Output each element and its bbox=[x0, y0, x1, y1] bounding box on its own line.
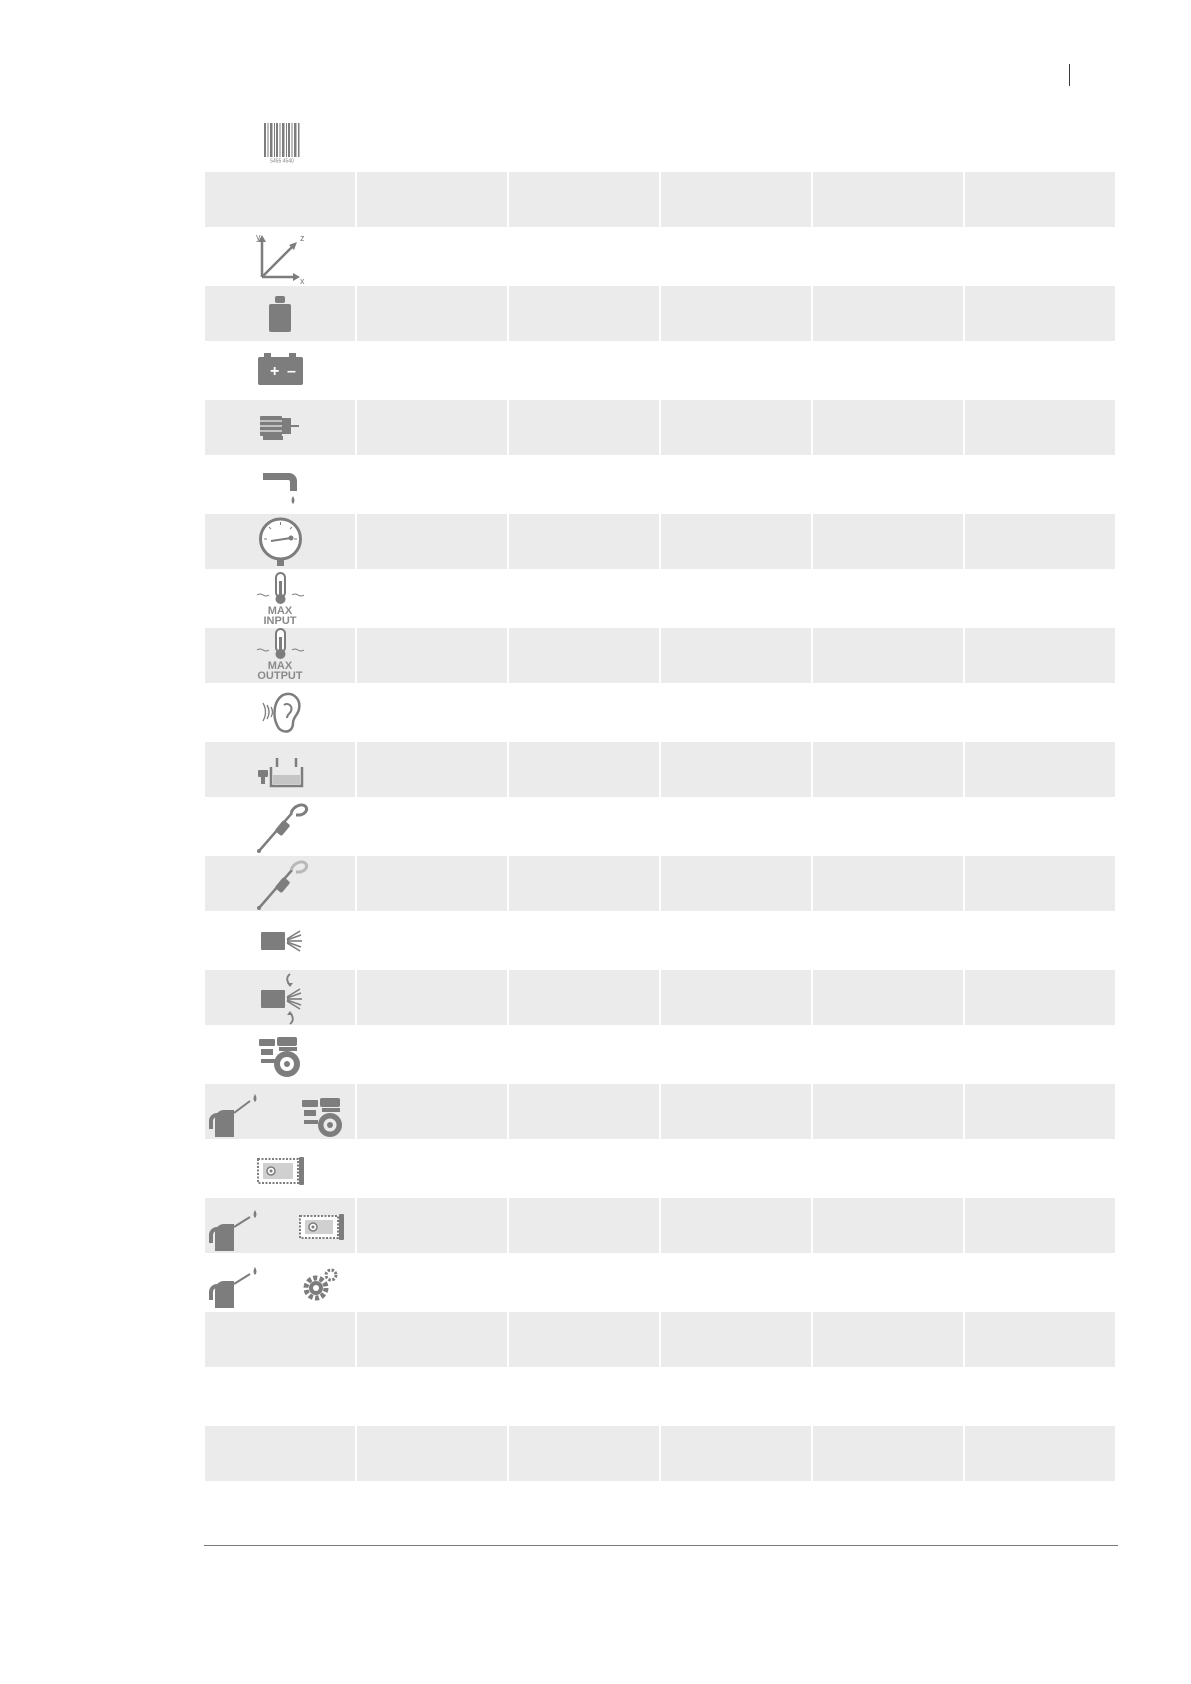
table-row-battery bbox=[205, 343, 1115, 400]
table-cell bbox=[509, 1141, 659, 1196]
noise-ear-icon bbox=[205, 685, 355, 740]
table-row-spray-gun bbox=[205, 799, 1115, 856]
table-cell bbox=[661, 913, 811, 968]
table-cell bbox=[965, 1312, 1115, 1367]
table-cell bbox=[661, 856, 811, 911]
table-row-pump-oil bbox=[205, 1198, 1115, 1255]
table-cell bbox=[509, 799, 659, 854]
header-cell bbox=[965, 172, 1115, 227]
table-cell bbox=[509, 685, 659, 740]
table-row-spray-gun-alt bbox=[205, 856, 1115, 913]
table-row-max-input-temp bbox=[205, 571, 1115, 628]
table-cell bbox=[813, 1027, 963, 1082]
table-cell bbox=[357, 1084, 507, 1139]
table-cell bbox=[509, 856, 659, 911]
z-axis-label: z bbox=[300, 233, 305, 243]
table-row-dimensions bbox=[205, 229, 1115, 286]
row-icon-cell bbox=[205, 628, 355, 683]
header-cell bbox=[357, 172, 507, 227]
row-icon-cell bbox=[205, 229, 355, 284]
table-cell bbox=[813, 856, 963, 911]
table-cell bbox=[357, 1255, 507, 1310]
row-icon-cell bbox=[205, 457, 355, 512]
table-cell bbox=[509, 343, 659, 398]
spray-gun-light-icon bbox=[205, 856, 355, 911]
table-cell bbox=[205, 1369, 355, 1424]
table-cell bbox=[965, 799, 1115, 854]
table-row-weight bbox=[205, 286, 1115, 343]
spray-gun-icon bbox=[205, 799, 355, 854]
table-cell bbox=[509, 1255, 659, 1310]
table-cell bbox=[357, 514, 507, 569]
table-cell bbox=[509, 1198, 659, 1253]
table-cell bbox=[661, 1426, 811, 1481]
table-cell bbox=[965, 970, 1115, 1025]
row-icon-cell bbox=[205, 514, 355, 569]
table-cell bbox=[965, 457, 1115, 512]
water-tap-icon bbox=[205, 457, 355, 512]
nozzle-spray-icon bbox=[205, 913, 355, 968]
table-cell bbox=[965, 1426, 1115, 1481]
row-icon-cell bbox=[205, 970, 355, 1025]
table-cell bbox=[661, 628, 811, 683]
table-cell bbox=[509, 1027, 659, 1082]
table-cell bbox=[357, 286, 507, 341]
table-cell bbox=[965, 1141, 1115, 1196]
table-cell bbox=[661, 229, 811, 284]
weight-icon bbox=[205, 286, 355, 341]
table-row-water-supply bbox=[205, 457, 1115, 514]
engine-oil-icon bbox=[205, 1084, 355, 1139]
battery-icon bbox=[205, 343, 355, 398]
detergent-tank-icon bbox=[205, 742, 355, 797]
table-cell bbox=[357, 1426, 507, 1481]
table-row-noise bbox=[205, 685, 1115, 742]
table-cell bbox=[813, 628, 963, 683]
table-row-engine bbox=[205, 1027, 1115, 1084]
table-cell bbox=[661, 970, 811, 1025]
table-cell bbox=[509, 1084, 659, 1139]
table-cell bbox=[661, 571, 811, 626]
table-row-engine-oil bbox=[205, 1084, 1115, 1141]
table-row-header bbox=[205, 172, 1115, 229]
table-cell bbox=[661, 799, 811, 854]
header-cell bbox=[509, 172, 659, 227]
table-cell bbox=[661, 1084, 811, 1139]
table-cell bbox=[357, 970, 507, 1025]
table-cell bbox=[357, 742, 507, 797]
table-cell bbox=[965, 229, 1115, 284]
table-cell bbox=[509, 913, 659, 968]
table-cell bbox=[813, 799, 963, 854]
table-cell bbox=[357, 628, 507, 683]
row-icon-cell bbox=[205, 1255, 355, 1310]
table-cell bbox=[661, 1198, 811, 1253]
table-cell bbox=[965, 571, 1115, 626]
table-cell bbox=[357, 856, 507, 911]
pressure-gauge-icon bbox=[205, 514, 355, 569]
table-cell bbox=[813, 571, 963, 626]
table-row-max-output-temp bbox=[205, 628, 1115, 685]
table-cell bbox=[965, 400, 1115, 455]
table-cell bbox=[661, 343, 811, 398]
table-cell bbox=[661, 457, 811, 512]
table-cell bbox=[813, 1141, 963, 1196]
table-cell bbox=[509, 742, 659, 797]
table-row-detergent-tank bbox=[205, 742, 1115, 799]
motor-icon bbox=[205, 400, 355, 455]
table-cell bbox=[205, 1312, 355, 1367]
table-cell bbox=[357, 343, 507, 398]
table-cell bbox=[357, 913, 507, 968]
spec-table bbox=[205, 172, 1115, 1483]
table-cell bbox=[357, 1369, 507, 1424]
table-cell bbox=[357, 457, 507, 512]
row-icon-cell bbox=[205, 1198, 355, 1253]
table-cell bbox=[813, 400, 963, 455]
table-cell bbox=[813, 1426, 963, 1481]
table-cell bbox=[813, 913, 963, 968]
y-axis-label: y bbox=[256, 232, 261, 242]
table-cell bbox=[661, 685, 811, 740]
pump-icon bbox=[205, 1141, 355, 1196]
table-cell bbox=[813, 1084, 963, 1139]
table-cell bbox=[813, 685, 963, 740]
max-output-label-line2: OUTPUT bbox=[257, 670, 303, 682]
table-cell bbox=[509, 229, 659, 284]
battery-plus-sign: + bbox=[270, 363, 280, 380]
table-row-blank bbox=[205, 1312, 1115, 1369]
table-row-pressure bbox=[205, 514, 1115, 571]
table-cell bbox=[661, 1369, 811, 1424]
table-row-blank bbox=[205, 1369, 1115, 1426]
table-cell bbox=[357, 229, 507, 284]
pump-oil-icon bbox=[205, 1198, 355, 1253]
table-cell bbox=[813, 1312, 963, 1367]
rotating-nozzle-icon bbox=[205, 970, 355, 1025]
table-cell bbox=[661, 1312, 811, 1367]
row-icon-cell bbox=[205, 1141, 355, 1196]
table-cell bbox=[509, 1312, 659, 1367]
table-cell bbox=[813, 742, 963, 797]
table-cell bbox=[965, 1369, 1115, 1424]
header-cell bbox=[661, 172, 811, 227]
table-cell bbox=[357, 1141, 507, 1196]
table-cell bbox=[965, 1198, 1115, 1253]
table-cell bbox=[509, 571, 659, 626]
table-cell bbox=[813, 514, 963, 569]
table-cell bbox=[509, 514, 659, 569]
table-cell bbox=[509, 400, 659, 455]
table-row-blank bbox=[205, 1426, 1115, 1483]
row-icon-cell bbox=[205, 286, 355, 341]
table-cell bbox=[965, 286, 1115, 341]
barcode-digits: 5455 4540 bbox=[270, 158, 294, 163]
table-row-rotating-nozzle bbox=[205, 970, 1115, 1027]
row-icon-cell bbox=[205, 571, 355, 626]
table-cell bbox=[965, 913, 1115, 968]
table-cell bbox=[813, 286, 963, 341]
table-cell bbox=[357, 571, 507, 626]
table-cell bbox=[357, 1312, 507, 1367]
table-cell bbox=[965, 343, 1115, 398]
row-icon-cell bbox=[205, 1027, 355, 1082]
footer-rule bbox=[204, 1545, 1118, 1546]
table-cell bbox=[965, 628, 1115, 683]
gear-oil-icon bbox=[205, 1255, 355, 1310]
battery-minus-sign: – bbox=[287, 363, 296, 380]
table-row-motor bbox=[205, 400, 1115, 457]
table-cell bbox=[813, 1369, 963, 1424]
table-cell bbox=[509, 1369, 659, 1424]
table-cell bbox=[965, 856, 1115, 911]
table-cell bbox=[661, 1027, 811, 1082]
x-axis-label: x bbox=[300, 276, 305, 284]
table-row-nozzle bbox=[205, 913, 1115, 970]
table-cell bbox=[661, 286, 811, 341]
table-cell bbox=[509, 286, 659, 341]
table-cell bbox=[965, 742, 1115, 797]
table-cell bbox=[509, 457, 659, 512]
table-row-gear-oil bbox=[205, 1255, 1115, 1312]
table-cell bbox=[357, 400, 507, 455]
header-cell bbox=[813, 172, 963, 227]
max-input-label-line2: INPUT bbox=[263, 615, 297, 627]
table-cell bbox=[965, 1084, 1115, 1139]
table-cell bbox=[661, 1141, 811, 1196]
table-cell bbox=[813, 1255, 963, 1310]
table-cell bbox=[357, 1027, 507, 1082]
table-cell bbox=[965, 1027, 1115, 1082]
table-cell bbox=[965, 514, 1115, 569]
table-cell bbox=[357, 1198, 507, 1253]
table-cell bbox=[509, 628, 659, 683]
table-cell bbox=[965, 685, 1115, 740]
max-output-label-line1: MAX bbox=[267, 660, 293, 672]
table-cell bbox=[813, 229, 963, 284]
table-cell bbox=[661, 514, 811, 569]
table-cell bbox=[357, 799, 507, 854]
table-cell bbox=[813, 1198, 963, 1253]
table-cell bbox=[205, 1426, 355, 1481]
table-row-pump bbox=[205, 1141, 1115, 1198]
row-icon-cell bbox=[205, 1084, 355, 1139]
barcode-icon bbox=[263, 123, 301, 163]
row-icon-cell bbox=[205, 685, 355, 740]
dimensions-xyz-icon bbox=[205, 229, 355, 284]
header-cell bbox=[205, 172, 355, 227]
table-cell bbox=[661, 1255, 811, 1310]
table-cell bbox=[965, 1255, 1115, 1310]
row-icon-cell bbox=[205, 913, 355, 968]
max-input-label-line1: MAX bbox=[267, 605, 293, 617]
table-cell bbox=[509, 1426, 659, 1481]
row-icon-cell bbox=[205, 742, 355, 797]
engine-icon bbox=[205, 1027, 355, 1082]
table-cell bbox=[813, 457, 963, 512]
table-cell bbox=[661, 742, 811, 797]
page-marker bbox=[1069, 64, 1070, 86]
table-cell bbox=[813, 343, 963, 398]
table-cell bbox=[813, 970, 963, 1025]
row-icon-cell bbox=[205, 856, 355, 911]
row-icon-cell bbox=[205, 343, 355, 398]
table-cell bbox=[661, 400, 811, 455]
row-icon-cell bbox=[205, 799, 355, 854]
table-cell bbox=[357, 685, 507, 740]
row-icon-cell bbox=[205, 400, 355, 455]
table-cell bbox=[509, 970, 659, 1025]
